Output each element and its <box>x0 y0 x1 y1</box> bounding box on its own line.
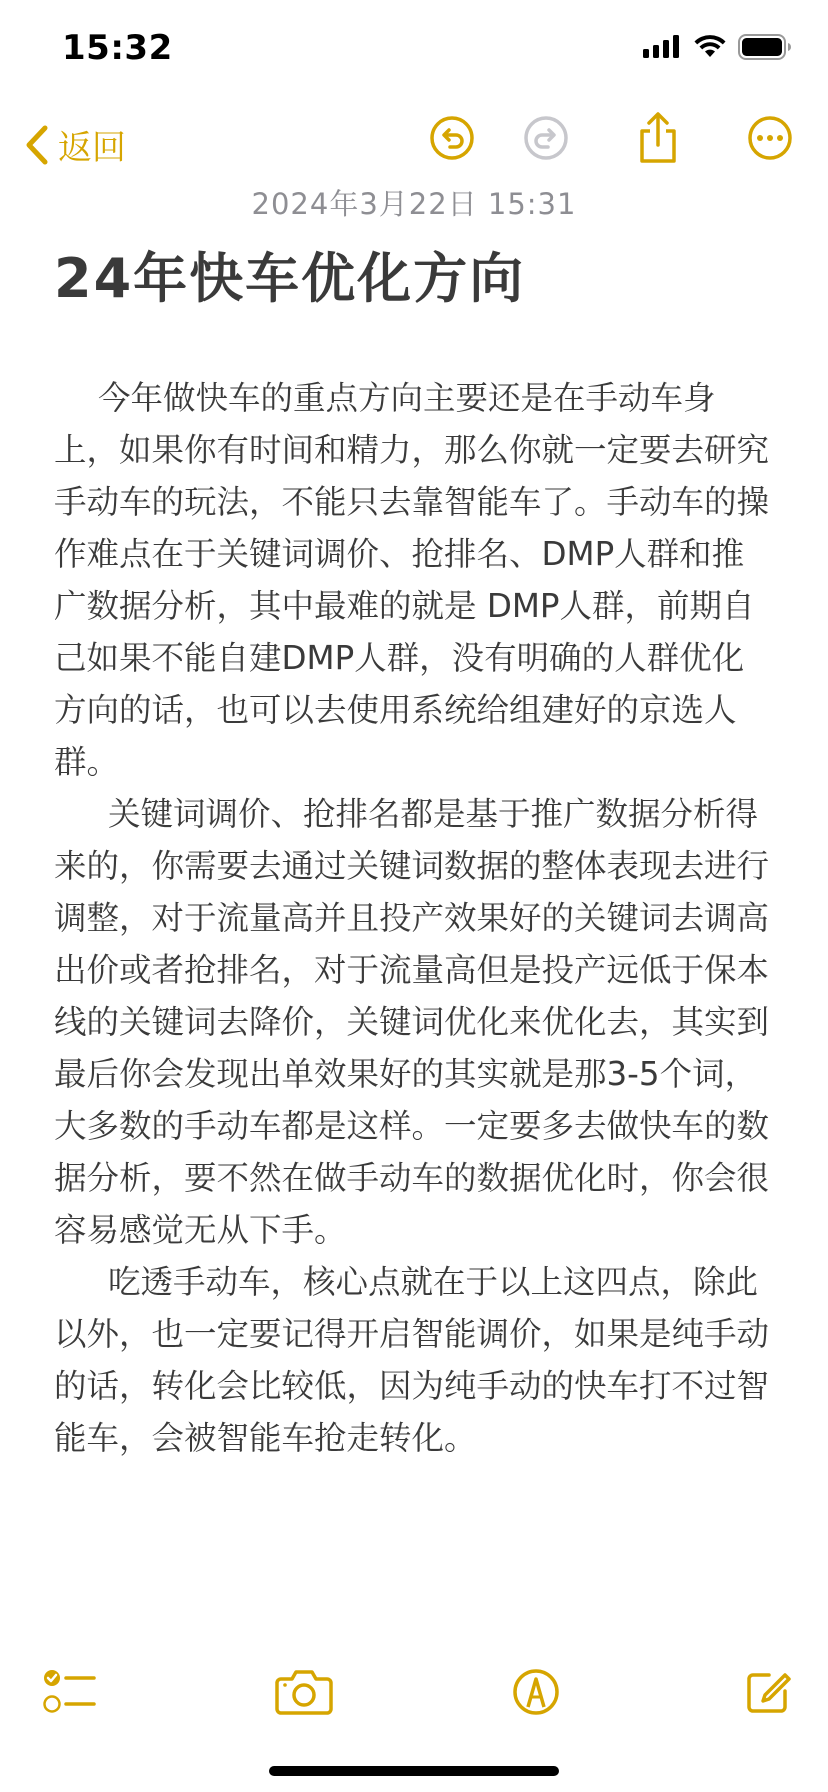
wifi-icon <box>694 35 726 59</box>
compose-button[interactable] <box>736 1660 800 1724</box>
checklist-button[interactable] <box>38 1660 102 1724</box>
back-button[interactable] <box>24 120 126 169</box>
note-body[interactable] <box>54 372 774 1464</box>
status-bar <box>0 0 828 100</box>
back-label: 返回 <box>58 128 126 168</box>
note-nav-bar <box>0 110 828 180</box>
note-date: 2024年3月22日 15:31 <box>251 187 577 221</box>
chevron-left-icon <box>24 125 50 165</box>
note-paragraph: 关键词调价、抢排名都是基于推广数据分析得来的，你需要去通过关键词数据的整体表现去进行调整，对于流量高并且投产效果好的关键词去调高出价或者抢排名，对于流量高但是投产远低于保本线的关键词去降价，关键词优化来优化去，其实到最后你会发现出单效果好的其实就是那3-5个词，大多数的手动车都是这样。一定要多去做快车的数据分析，要不然在做手动车的数据优化时，你会很容易感觉无从下手。 <box>54 795 770 1249</box>
undo-button[interactable] <box>424 110 480 166</box>
battery-icon <box>738 34 792 60</box>
redo-icon <box>522 114 570 162</box>
bottom-toolbar <box>0 1660 828 1740</box>
markup-icon <box>511 1667 561 1717</box>
status-time: 15:32 <box>62 28 173 68</box>
compose-icon <box>743 1667 793 1717</box>
share-icon <box>636 111 680 165</box>
cellular-signal-icon <box>642 35 682 59</box>
more-icon <box>746 114 794 162</box>
more-button[interactable] <box>742 110 798 166</box>
home-indicator[interactable] <box>269 1766 559 1776</box>
camera-icon <box>275 1669 333 1715</box>
share-button[interactable] <box>630 110 686 166</box>
checklist-icon <box>42 1666 98 1718</box>
undo-icon <box>428 114 476 162</box>
note-paragraph: 吃透手动车，核心点就在于以上这四点，除此以外，也一定要记得开启智能调价，如果是纯手动的话，转化会比较低，因为纯手动的快车打不过智能车，会被智能车抢走转化。 <box>54 1263 770 1457</box>
redo-button[interactable] <box>518 110 574 166</box>
status-icons <box>642 34 792 60</box>
markup-button[interactable] <box>504 1660 568 1724</box>
note-paragraph: 今年做快车的重点方向主要还是在手动车身上，如果你有时间和精力，那么你就一定要去研究手动车的玩法，不能只去靠智能车了。手动车的操作难点在于关键词调价、抢排名、DMP人群和推广数据分析，其中最难的就是 DMP人群，前期自己如果不能自建DMP人群，没有明确的人群优化方向的话，也可以去使用系统给组建好的京选人群。 <box>54 379 770 781</box>
camera-button[interactable] <box>272 1660 336 1724</box>
note-title[interactable]: 24年快车优化方向 <box>54 247 526 310</box>
